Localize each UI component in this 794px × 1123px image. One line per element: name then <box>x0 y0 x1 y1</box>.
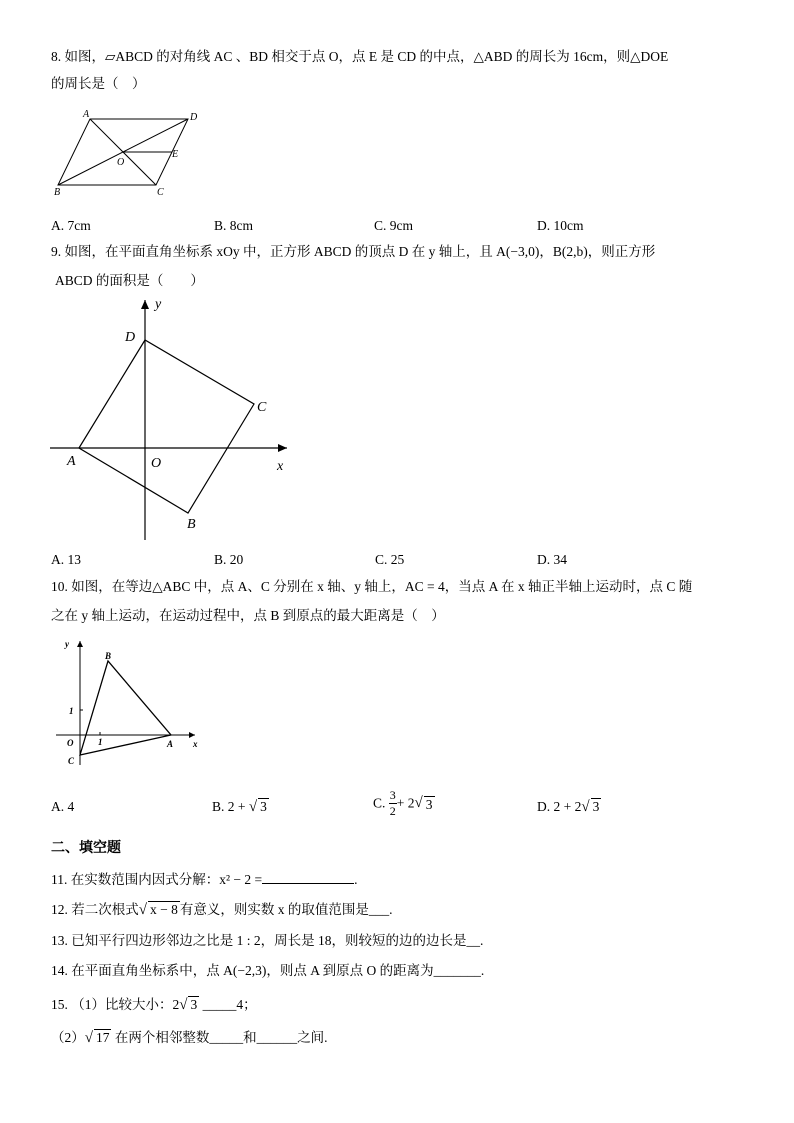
q10-option-a[interactable]: A. 4 <box>51 799 75 814</box>
q9-label-y: y <box>155 297 162 312</box>
q14: 14. 在平面直角坐标系中，点 A(−2,3)，则点 A 到原点 O 的距离为_______. <box>51 963 485 978</box>
q9-stem-line1: 9. 如图，在平面直角坐标系 xOy 中，正方形 ABCD 的顶点 D 在 y 轴上，且 A(−3,0)，B(2,b)，则正方形 <box>51 244 656 259</box>
q9-option-a[interactable]: A. 13 <box>51 552 81 567</box>
q9-option-c[interactable]: C. 25 <box>375 552 405 567</box>
q12-radicand: x − 8 <box>149 902 178 917</box>
q8-label-C: C <box>157 187 164 198</box>
radical-sign: √ <box>581 799 590 815</box>
q8-option-d[interactable]: D. 10cm <box>537 218 584 233</box>
section-heading-fill-in: 二、填空题 <box>51 839 121 855</box>
q15-part1-pre: 15. （1）比较大小：2 <box>51 997 180 1012</box>
q8-option-b[interactable]: B. 8cm <box>214 218 253 233</box>
radical-sign: √ <box>414 795 423 811</box>
q10-option-d-radicand: 3 <box>592 799 600 814</box>
q10-stem-line1: 10. 如图，在等边△ABC 中，点 A、C 分别在 x 轴、y 轴上，AC = 4，当点 A 在 x 轴正半轴上运动时，点 C 随 <box>51 579 693 594</box>
radical-sign: √ <box>248 799 258 815</box>
q9-stem-line2: ABCD 的面积是（ ） <box>55 273 204 288</box>
q15-part2-pre: （2） <box>51 1030 85 1045</box>
q13: 13. 已知平行四边形邻边之比是 1 : 2，周长是 18，则较短的边的边长是__. <box>51 933 484 948</box>
q10-label-y: y <box>65 639 69 649</box>
q15-part2-post: 在两个相邻整数_____和______之间. <box>111 1030 328 1045</box>
q9-label-x: x <box>277 459 284 474</box>
q10-option-c-denominator: 2 <box>389 804 396 818</box>
q8-option-a[interactable]: A. 7cm <box>51 218 91 233</box>
q10-option-c-fraction <box>389 788 397 819</box>
q10-equilateral-triangle-figure <box>50 633 210 773</box>
q15-part1-radicand: 3 <box>190 997 198 1012</box>
q10-label-x: x <box>193 739 198 749</box>
q10-option-b[interactable] <box>212 798 269 816</box>
q11-text: 11. 在实数范围内因式分解：x² − 2 = <box>51 872 263 887</box>
q10-label-1-x: 1 <box>98 737 103 747</box>
q12-pre: 12. 若二次根式 <box>51 902 139 917</box>
q10-option-c[interactable] <box>373 788 435 819</box>
radical-sign: √ <box>138 902 147 918</box>
q15-part2 <box>51 1029 327 1047</box>
q11-answer-blank[interactable] <box>262 883 354 884</box>
q10-option-b-radicand: 3 <box>260 799 267 814</box>
q9-label-C: C <box>257 400 267 415</box>
q8-parallelogram-figure <box>50 105 200 200</box>
q15-part2-radicand: 17 <box>95 1030 110 1045</box>
q12 <box>51 901 392 919</box>
q10-label-B: B <box>105 651 112 661</box>
q10-label-1-y: 1 <box>69 706 74 716</box>
q8-stem-line2: 的周长是（ ） <box>51 76 146 91</box>
q9-square-coordinate-figure <box>45 292 305 547</box>
radical-sign: √ <box>84 1030 93 1046</box>
q8-option-c[interactable]: C. 9cm <box>374 218 413 233</box>
radical-sign: √ <box>179 997 188 1013</box>
q10-option-c-prefix: C. <box>373 795 389 811</box>
q11-end: . <box>354 872 358 887</box>
q10-option-c-numerator: 3 <box>389 788 396 802</box>
q9-label-O: O <box>151 456 162 471</box>
q8-label-D: D <box>190 112 198 123</box>
q9-label-B: B <box>187 517 196 532</box>
q10-label-C: C <box>68 756 75 766</box>
q10-option-c-mid: + 2 <box>396 795 415 811</box>
q15-part1-post: _____4； <box>199 997 257 1012</box>
q10-option-d[interactable] <box>537 798 601 816</box>
q8-label-E: E <box>172 149 179 160</box>
q11 <box>51 871 358 889</box>
q9-option-d[interactable]: D. 34 <box>537 552 567 567</box>
q12-post: 有意义，则实数 x 的取值范围是___. <box>179 902 393 917</box>
q8-label-A: A <box>83 109 90 120</box>
q10-option-b-prefix: B. 2 + <box>212 799 249 814</box>
q8-label-O: O <box>117 157 125 168</box>
q10-option-c-radicand: 3 <box>425 796 433 812</box>
q10-label-O: O <box>67 738 74 748</box>
q15-part1 <box>51 996 257 1014</box>
q8-label-B: B <box>54 187 61 198</box>
q10-label-A: A <box>167 739 174 749</box>
q9-label-A: A <box>67 454 76 469</box>
q9-label-D: D <box>125 330 136 345</box>
q9-option-b[interactable]: B. 20 <box>214 552 244 567</box>
q10-option-d-prefix: D. 2 + 2 <box>537 799 582 814</box>
q10-stem-line2: 之在 y 轴上运动，在运动过程中，点 B 到原点的最大距离是（ ） <box>51 608 445 623</box>
q8-stem-line1: 8. 如图，▱ABCD 的对角线 AC 、BD 相交于点 O，点 E 是 CD 的中点，△ABD 的周长为 16cm，则△DOE <box>51 49 669 64</box>
